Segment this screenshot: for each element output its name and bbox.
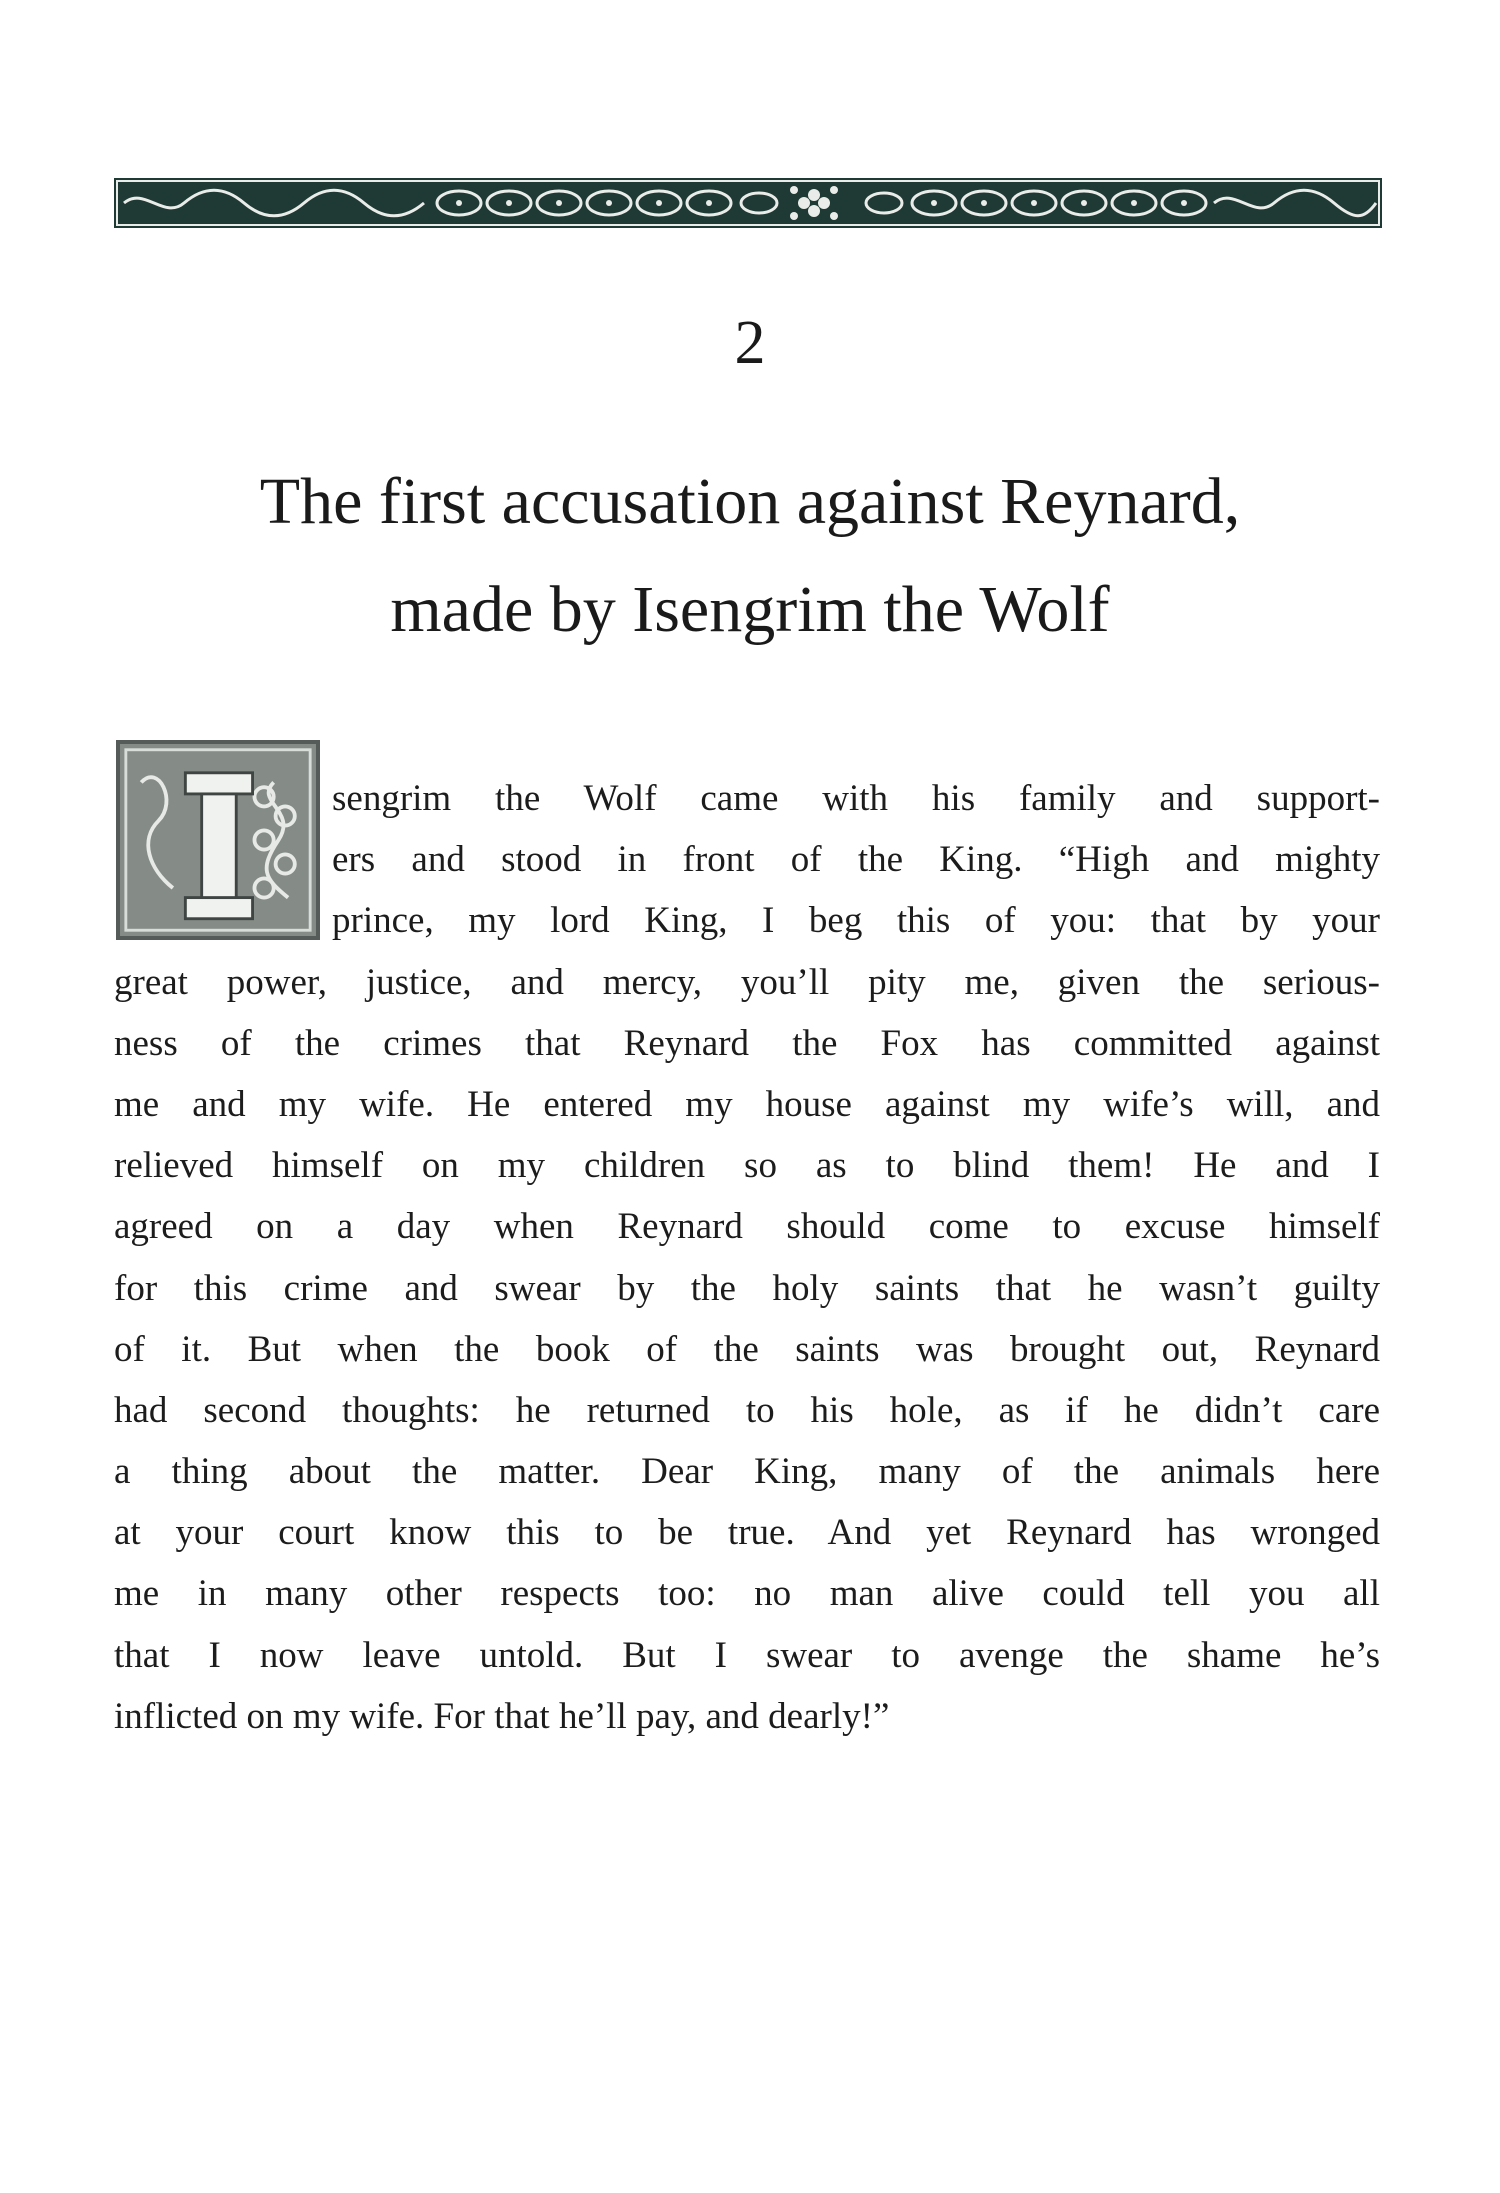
body-line: great power, justice, and mercy, you’ll pity me, given the serious- — [114, 961, 1380, 1003]
body-line: for this crime and swear by the holy saints that he wasn’t guilty — [114, 1267, 1380, 1309]
body-line: of it. But when the book of the saints was brought out, Reynard — [114, 1328, 1380, 1370]
chapter-title-line-1: The first accusation against Reynard, — [259, 465, 1241, 538]
body-line: that I now leave untold. But I swear to avenge the shame he’s — [114, 1634, 1380, 1676]
body-line: a thing about the matter. Dear King, many of the animals here — [114, 1451, 1380, 1493]
body-line: me in many other respects too: no man alive could tell you all — [114, 1573, 1380, 1615]
chapter-body-text — [114, 768, 1380, 1747]
body-line: sengrim the Wolf came with his family and support- — [332, 778, 1380, 819]
body-line: me and my wife. He entered my house against my wife’s will, and — [114, 1083, 1380, 1125]
body-line: relieved himself on my children so as to blind them! He and I — [114, 1145, 1380, 1187]
body-line: ers and stood in front of the King. “High and mighty — [332, 839, 1380, 881]
body-line: inflicted on my wife. For that he’ll pay, and dearly!” — [114, 1695, 890, 1737]
body-line: ness of the crimes that Reynard the Fox has committed against — [114, 1022, 1380, 1064]
chapter-number: 2 — [734, 309, 766, 377]
vine-border-icon — [114, 178, 1382, 228]
body-line: prince, my lord King, I beg this of you: that by your — [332, 900, 1380, 942]
body-line: agreed on a day when Reynard should come to excuse himself — [114, 1206, 1380, 1248]
body-line: had second thoughts: he returned to his hole, as if he didn’t care — [114, 1389, 1380, 1431]
chapter-title-line-2: made by Isengrim the Wolf — [390, 573, 1110, 646]
body-line: at your court know this to be true. And yet Reynard has wronged — [114, 1512, 1380, 1554]
chapter-title — [0, 448, 1500, 664]
ornamental-header-band — [114, 178, 1382, 228]
